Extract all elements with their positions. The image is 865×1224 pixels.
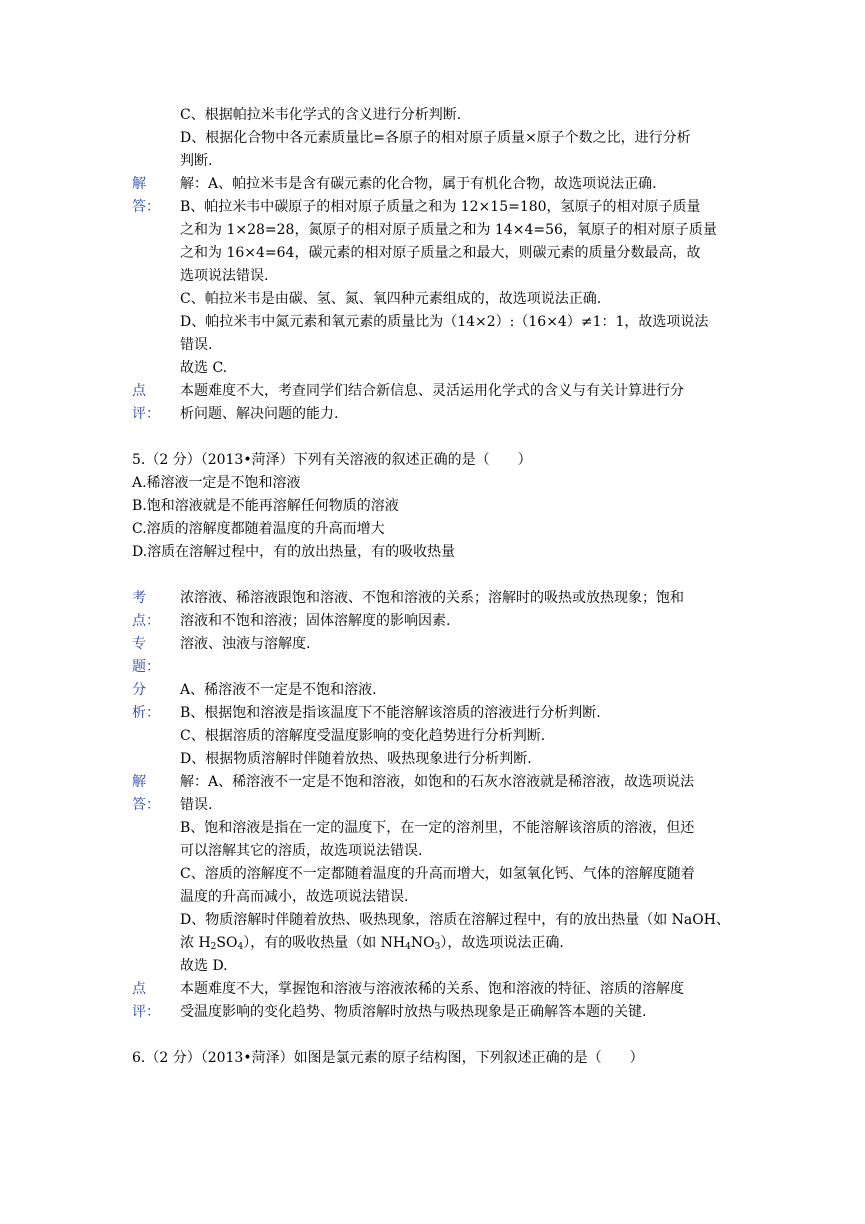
option-b: B.饱和溶液就是不能再溶解任何物质的溶液 <box>132 498 399 514</box>
text-line: 选项说法错误. <box>180 268 269 284</box>
solution-label: 解 答： <box>132 774 160 813</box>
text-line: 析问题、解决问题的能力. <box>180 406 339 422</box>
option-a: A.稀溶液一定是不饱和溶液 <box>132 475 301 491</box>
text-line: 解：A、帕拉米韦是含有碳元素的化合物，属于有机化合物，故选项说法正确. <box>180 176 657 192</box>
text-line: 判断. <box>180 153 213 169</box>
text-line: 之和为 1×28=28，氮原子的相对原子质量之和为 14×4=56，氧原子的相对原子质量 <box>180 222 717 238</box>
text-line: 溶液、浊液与溶解度. <box>180 636 311 652</box>
text-line: 受温度影响的变化趋势、物质溶解时放热与吸热现象是正确解答本题的关键. <box>180 1004 647 1020</box>
solution-text <box>180 173 750 380</box>
text-line: 溶液和不饱和溶液；固体溶解度的影响因素. <box>180 613 451 629</box>
text-line: 本题难度不大，考查同学们结合新信息、灵活运用化学式的含义与有关计算进行分 <box>180 383 684 399</box>
comment-text <box>180 380 750 426</box>
text-line: C、根据帕拉米韦化学式的含义进行分析判断. <box>180 107 462 123</box>
text-line: 可以溶解其它的溶质，故选项说法错误. <box>180 843 423 859</box>
text-line: 故选 D. <box>180 958 228 974</box>
text-line: C、溶质的溶解度不一定都随着温度的升高而增大，如氢氧化钙、气体的溶解度随着 <box>180 866 695 882</box>
solution-text <box>180 771 750 978</box>
comment-label: 点 评： <box>132 383 160 422</box>
text-line: B、根据饱和溶液是指该温度下不能溶解该溶质的溶液进行分析判断. <box>180 705 601 721</box>
zhuanti-text <box>180 633 750 656</box>
text-line: 错误. <box>180 797 213 813</box>
analysis-continuation <box>180 104 750 173</box>
comment-text <box>180 978 750 1024</box>
fenxi-text <box>180 679 750 771</box>
text-line: 解：A、稀溶液不一定是不饱和溶液，如饱和的石灰水溶液就是稀溶液，故选项说法 <box>180 774 695 790</box>
solution-label: 解 答： <box>132 176 160 215</box>
text-line: 故选 C. <box>180 360 228 376</box>
text-line: 之和为 16×4=64，碳元素的相对原子质量之和最大，则碳元素的质量分数最高，故 <box>180 245 701 261</box>
text-line: C、帕拉米韦是由碳、氢、氮、氧四种元素组成的，故选项说法正确. <box>180 291 602 307</box>
text-line: B、帕拉米韦中碳原子的相对原子质量之和为 12×15=180，氢原子的相对原子质量 <box>180 199 701 215</box>
text-line: B、饱和溶液是指在一定的温度下，在一定的溶剂里，不能溶解该溶质的溶液，但还 <box>180 820 695 836</box>
text-line: 本题难度不大，掌握饱和溶液与溶液浓稀的关系、饱和溶液的特征、溶质的溶解度 <box>180 981 684 997</box>
option-d: D.溶质在溶解过程中，有的放出热量，有的吸收热量 <box>132 544 456 560</box>
option-c: C.溶质的溶解度都随着温度的升高而增大 <box>132 521 385 537</box>
text-line: 错误. <box>180 337 213 353</box>
text-line: C、根据溶质的溶解度受温度影响的变化趋势进行分析判断. <box>180 728 546 744</box>
question-5 <box>132 449 532 564</box>
text-line: 温度的升高而减小，故选项说法错误. <box>180 889 409 905</box>
comment-label: 点 评： <box>132 981 160 1020</box>
zhuanti-label: 专 题： <box>132 636 160 675</box>
text-line-formula: 浓 $H_2SO_4$），有的吸收热量（如 $NH_4NO_3$），故选项说法正确. <box>180 935 564 952</box>
text-line: D、根据物质溶解时伴随着放热、吸热现象进行分析判断. <box>180 751 532 767</box>
question-6 <box>132 1047 644 1070</box>
kaodian-text <box>180 587 750 633</box>
text-line: A、稀溶液不一定是不饱和溶液. <box>180 682 377 698</box>
question-stem: 6.（2 分）（2013•菏泽）如图是氯元素的原子结构图，下列叙述正确的是（ ） <box>132 1050 644 1066</box>
text-line: 浓溶液、稀溶液跟饱和溶液、不饱和溶液的关系；溶解时的吸热或放热现象；饱和 <box>180 590 684 606</box>
text-line: D、帕拉米韦中氮元素和氧元素的质量比为（14×2）:（16×4）≠1：1，故选项说法 <box>180 314 709 330</box>
question-stem: 5.（2 分）（2013•菏泽）下列有关溶液的叙述正确的是（ ） <box>132 452 532 468</box>
kaodian-label: 考 点： <box>132 590 160 629</box>
text-line: D、物质溶解时伴随着放热、吸热现象，溶质在溶解过程中，有的放出热量（如 NaOH、 <box>180 912 730 928</box>
text-line: D、根据化合物中各元素质量比=各原子的相对原子质量×原子个数之比，进行分析 <box>180 130 691 146</box>
fenxi-label: 分 析： <box>132 682 160 721</box>
